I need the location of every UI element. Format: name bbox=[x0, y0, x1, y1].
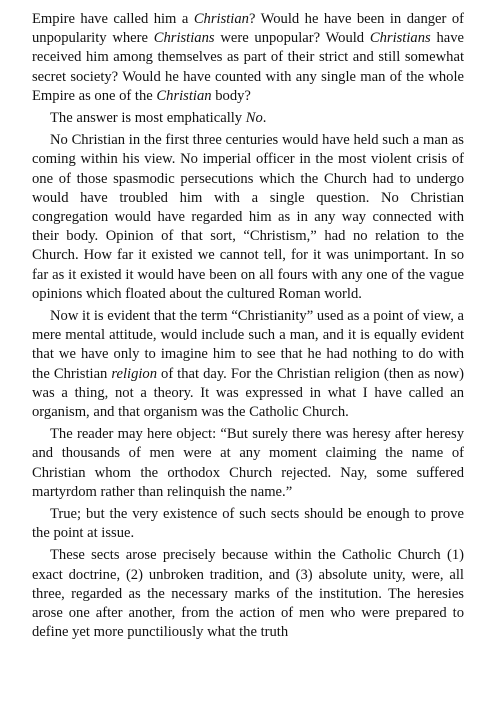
text-run: have received him among themselves as part of their strict and still somewhat secret society? Would he have counted with any single man of the whole Empire as one of the bbox=[32, 30, 464, 104]
text-run: of that day. For the Christian religion (then as now) was a thing, not a theory. It was expressed in what I have called an organism, and that organism was the Catholic Church. bbox=[32, 365, 464, 421]
italic-text: Christian bbox=[156, 87, 212, 104]
italic-text: Christians bbox=[153, 30, 215, 47]
text-run: Empire have called him a bbox=[32, 11, 194, 27]
italic-text: religion bbox=[111, 365, 158, 382]
text-run: ? Would he have been in danger of unpopularity where bbox=[32, 11, 465, 47]
italic-text: Christian bbox=[193, 11, 249, 27]
document-page bbox=[32, 10, 464, 646]
text-run: True; but the very existence of such sects should be enough to prove the point at issue. bbox=[32, 506, 464, 542]
paragraph bbox=[32, 546, 464, 642]
italic-text: Christians bbox=[369, 30, 431, 47]
text-run: . bbox=[262, 110, 267, 127]
text-run: The reader may here object: “But surely there was heresy after heresy and thousands of men were at any moment claiming the name of Christian whom the orthodox Church rejected. Nay, some suffered martyrdom rather than relinquish the name.” bbox=[32, 426, 464, 500]
paragraph bbox=[32, 10, 464, 106]
paragraph bbox=[32, 307, 464, 422]
paragraph bbox=[32, 425, 464, 502]
text-run: body? bbox=[211, 87, 251, 104]
text-run: No Christian in the first three centuries would have held such a man as coming within his view. No imperial officer in the most violent crisis of one of those spasmodic persecutions which the Church had to undergo would have troubled him with a single question. No Christian congregation would have regarded him as in any way connected with their body. Opinion of that sort, “Christism,” had no relation to the Church. How far it existed we cannot tell, for it was unimportant. In so far as it existed it would have been on all fours with any one of the vague opinions which floated about the cultured Roman world. bbox=[32, 132, 464, 302]
paragraph bbox=[32, 505, 464, 543]
paragraph bbox=[32, 131, 464, 304]
italic-text: No bbox=[245, 110, 263, 127]
text-run: were unpopular? Would bbox=[214, 30, 370, 47]
text-run: These sects arose precisely because within the Catholic Church (1) exact doctrine, (2) unbroken tradition, and (3) absolute unity, were, all three, regarded as the necessary marks of the institution. The heresies arose one after another, from the action of men who were prepared to define yet more punctiliously what the truth bbox=[32, 547, 464, 641]
text-run: Now it is evident that the term “Christianity” used as a point of view, a mere mental attitude, would include such a man, and it is equally evident that we have only to imagine him to see that he had nothing to do with the Christian bbox=[32, 308, 464, 382]
text-run: The answer is most emphatically bbox=[50, 110, 246, 127]
paragraph bbox=[32, 109, 464, 128]
